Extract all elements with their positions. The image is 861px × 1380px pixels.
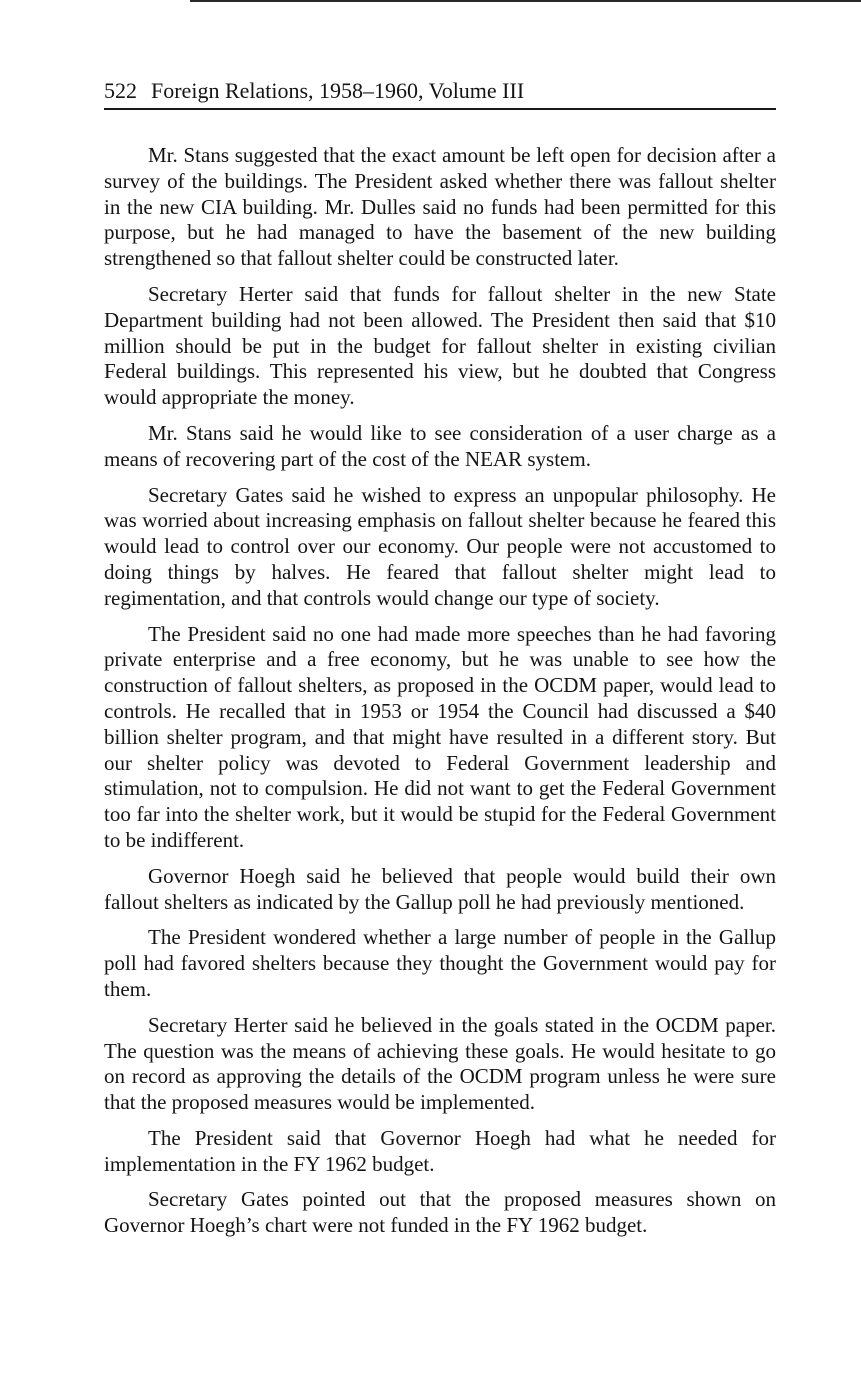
paragraph: Mr. Stans said he would like to see consideration of a user charge as a means of recovering part of the cost of the NEAR system.: [104, 420, 776, 471]
paragraph: The President said that Governor Hoegh had what he needed for implementation in the FY 1962 budget.: [104, 1125, 776, 1176]
top-edge-rule: [190, 0, 861, 2]
paragraph: Secretary Herter said that funds for fallout shelter in the new State Department building had not been allowed. The President then said that $10 million should be put in the budget for fallout shelter in existing civilian Federal buildings. This represented his view, but he doubted that Congress would appropriate the money.: [104, 281, 776, 410]
page-number: 522: [104, 78, 137, 103]
running-header: [104, 76, 776, 110]
paragraph: The President wondered whether a large number of people in the Gallup poll had favored shelters because they thought the Government would pay for them.: [104, 925, 776, 1001]
page-body: [104, 143, 776, 1249]
paragraph: Governor Hoegh said he believed that people would build their own fallout shelters as indicated by the Gallup poll he had previously mentioned.: [104, 863, 776, 914]
running-title: Foreign Relations, 1958–1960, Volume III: [151, 78, 525, 103]
paragraph: Secretary Herter said he believed in the goals stated in the OCDM paper. The question was the means of achieving these goals. He would hesitate to go on record as approving the details of the OCDM program unless he were sure that the proposed measures would be implemented.: [104, 1012, 776, 1115]
paragraph: The President said no one had made more speeches than he had favoring private enterprise and a free economy, but he was unable to see how the construction of fallout shelters, as proposed in the OCDM paper, would lead to controls. He recalled that in 1953 or 1954 the Council had discussed a $40 billion shelter program, and that might have resulted in a different story. But our shelter policy was devoted to Federal Government leadership and stimulation, not to compulsion. He did not want to get the Federal Government too far into the shelter work, but it would be stupid for the Federal Government to be indifferent.: [104, 621, 776, 852]
paragraph: Mr. Stans suggested that the exact amount be left open for decision after a survey of the buildings. The President asked whether there was fallout shelter in the new CIA building. Mr. Dulles said no funds had been permitted for this purpose, but he had managed to have the basement of the new building strengthened so that fallout shelter could be constructed later.: [104, 143, 776, 271]
paragraph: Secretary Gates pointed out that the proposed measures shown on Governor Hoegh’s chart were not funded in the FY 1962 budget.: [104, 1187, 776, 1238]
paragraph: Secretary Gates said he wished to express an unpopular philosophy. He was worried about increasing emphasis on fallout shelter because he feared this would lead to control over our economy. Our people were not accustomed to doing things by halves. He feared that fallout shelter might lead to regimentation, and that controls would change our type of society.: [104, 482, 776, 610]
